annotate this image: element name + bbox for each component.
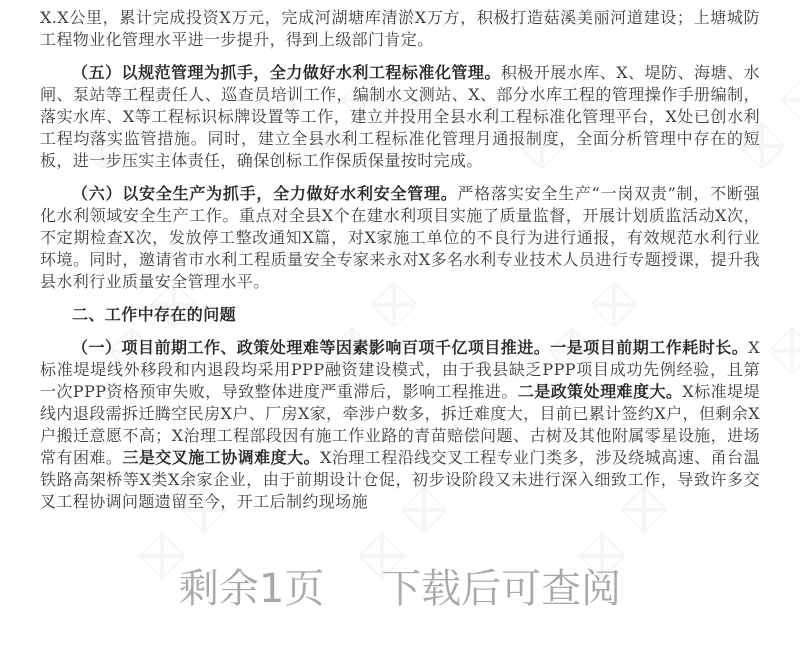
diamond-lattice-icon [765,280,800,384]
paragraph [40,62,760,172]
text-run: 积极开展水库、X、堤防、海塘、水闸、泵站等工程责任人、巡查员培训工作，编制水文测站、X、部分水库工程的管理操作手册编制，落实水库、X等工程标识标牌设置等工作，建立并投用全县水利工程标准化管理平台，X处已创水利工程均落实监管措施。同时，建立全县水利工程标准化管理月通报制度，全面分析管理中存在的短板，进一步压实主体责任，确保创标工作保质保量按时完成。 [40,63,760,170]
text-run: X.X公里，累计完成投资X万元，完成河湖塘库清淤X万方，积极打造菇溪美丽河道建设；上塘城防工程物业化管理水平进一步提升，得到上级部门肯定。 [40,8,760,49]
text-run-bold: （六）以安全生产为抓手，全力做好水利安全管理。 [72,184,458,203]
text-run-bold: 一是项目前期工作耗时长。 [550,338,749,357]
paragraph [40,304,760,326]
paragraph [40,7,760,51]
text-run: 严格落实安全生产“一岗双责”制，不断强化水利领域安全生产工作。重点对全县X个在建水利项目实施了质量监督，开展计划质监活动X次，不定期检查X次，发放停工整改通知X篇，对X家施工单位的不良行为进行通报，有效规范水利行业环境。同时，邀请省市水利工程质量安全专家来永对X多名水利专业技术人员进行专题授课，提升我县水利行业质量安全管理水平。 [40,184,761,291]
text-run: X标准堤堤线外移段和内退段均采用PPP融资建设模式，由于我县缺乏PPP项目成功先例经验，且第一次PPP资格预审失败，导致整体进度严重滞后，影响工程推进。 [40,338,760,401]
paragraph [40,183,760,293]
text-run-bold: 二是政策处理难度大。 [517,382,683,401]
pages-remaining-notice [0,566,800,612]
text-run-bold: 三是交叉施工协调难度大。 [122,448,320,467]
document-body [40,7,760,524]
text-run-bold: 二、工作中存在的问题 [72,305,237,324]
download-hint-text: 下载后可查阅 [381,566,622,612]
text-run-bold: （五）以规范管理为抓手，全力做好水利工程标准化管理。 [72,63,501,82]
text-run: X治理工程沿线交叉工程专业门类多，涉及绕城高速、甬台温铁路高架桥等X类X余家企业，由于前期设计仓促，初步设阶段又未进行深入细致工作，导致许多交叉工程协调问题遗留至今，开工后制约现场施 [40,448,760,511]
paragraph [40,337,760,513]
text-run-bold: （一）项目前期工作、政策处理难等因素影响百项千亿项目推进。 [72,338,551,357]
pages-remaining-text: 剩余1页 [178,566,325,612]
text-run: X标准堤堤线内退段需拆迁腾空民房X户、厂房X家，牵涉户数多，拆迁难度大，目前已累计签约X户，但剩余X户搬迁意愿不高；X治理工程部段因有施工作业路的青苗赔偿问题、古树及其他附属零星设施，进场常有困难。 [40,382,760,467]
